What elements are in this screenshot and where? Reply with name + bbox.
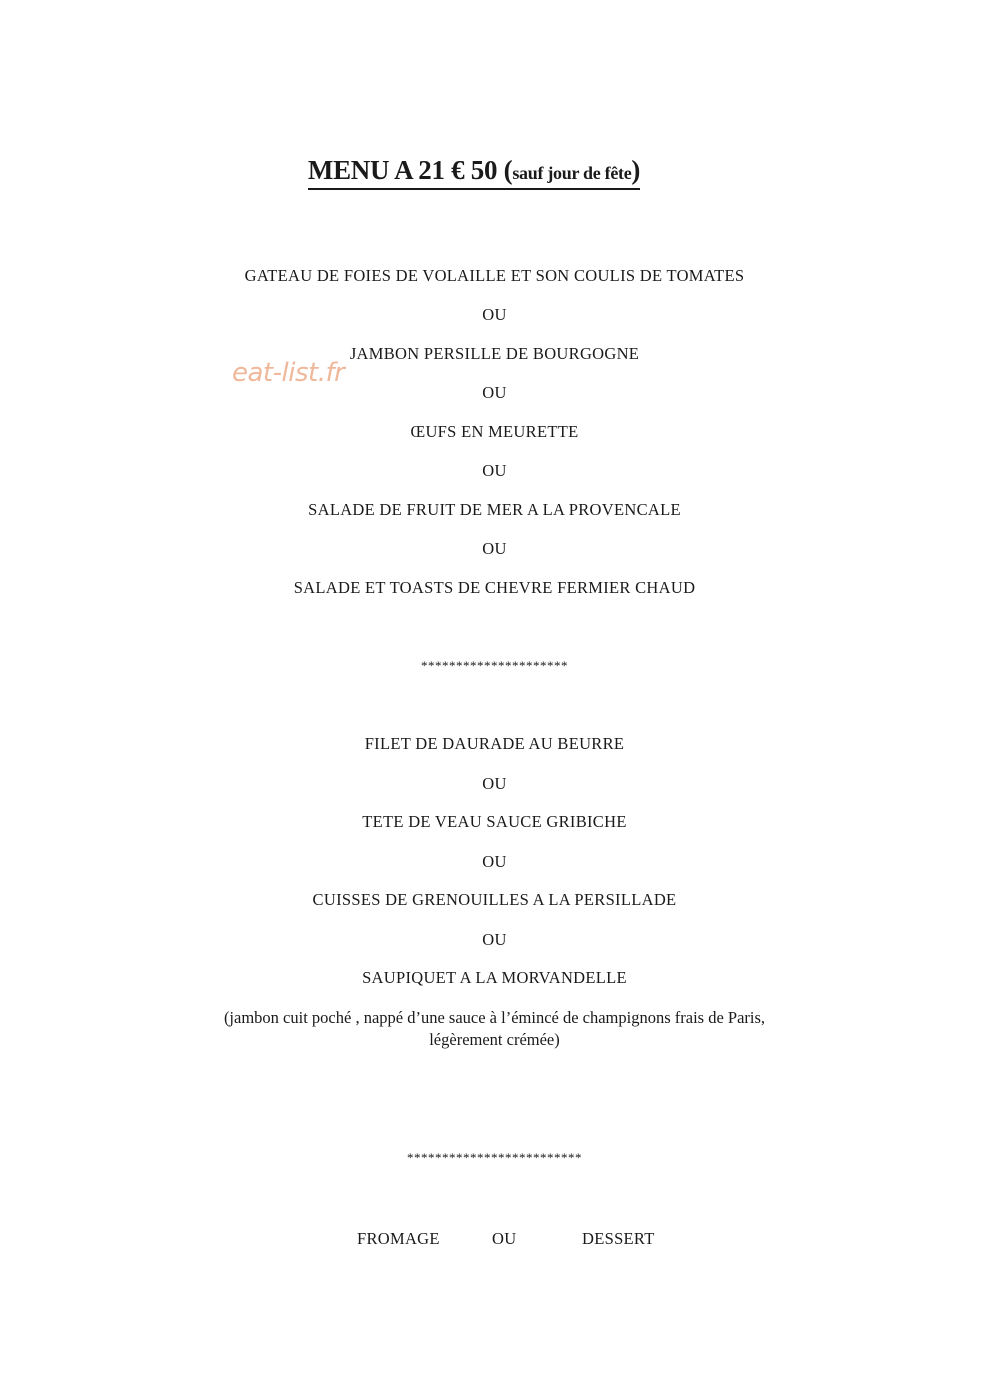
or-separator: OU [482,539,507,558]
entree-item: GATEAU DE FOIES DE VOLAILLE ET SON COULIS DE TOMATES [244,266,745,285]
plat-item: FILET DE DAURADE AU BEURRE [364,734,625,753]
or-separator: OU [482,305,507,324]
or-separator: OU [482,774,507,793]
menu-title-sub: sauf jour de fête [512,163,632,183]
menu-title-close: ) [631,155,641,185]
plat-description-line: légèrement crémée) [429,1030,560,1049]
plat-item: SAUPIQUET A LA MORVANDELLE [362,968,627,987]
menu-title [0,155,948,190]
entree-item: SALADE ET TOASTS DE CHEVRE FERMIER CHAUD [293,578,696,597]
entree-item: SALADE DE FRUIT DE MER A LA PROVENCALE [308,500,681,519]
or-separator: OU [482,383,507,402]
fromage-option: FROMAGE [357,1229,440,1248]
menu-title-main: MENU A 21 € 50 ( [307,155,513,185]
plat-item: TETE DE VEAU SAUCE GRIBICHE [362,812,627,831]
plat-description-line: (jambon cuit poché , nappé d’une sauce à l’émincé de champignons frais de Paris, [223,1008,766,1027]
watermark-logo: eat-list.fr [232,358,345,388]
stars-divider: ************************* [407,1150,582,1165]
entree-item: ŒUFS EN MEURETTE [410,422,579,441]
dessert-option: DESSERT [582,1229,655,1248]
or-separator: OU [482,852,507,871]
entree-item: JAMBON PERSILLE DE BOURGOGNE [349,344,640,363]
or-separator: OU [492,1229,517,1248]
plat-item: CUISSES DE GRENOUILLES A LA PERSILLADE [312,890,677,909]
plat-description [0,1007,989,1051]
or-separator: OU [482,930,507,949]
stars-divider: ********************* [421,658,568,673]
or-separator: OU [482,461,507,480]
